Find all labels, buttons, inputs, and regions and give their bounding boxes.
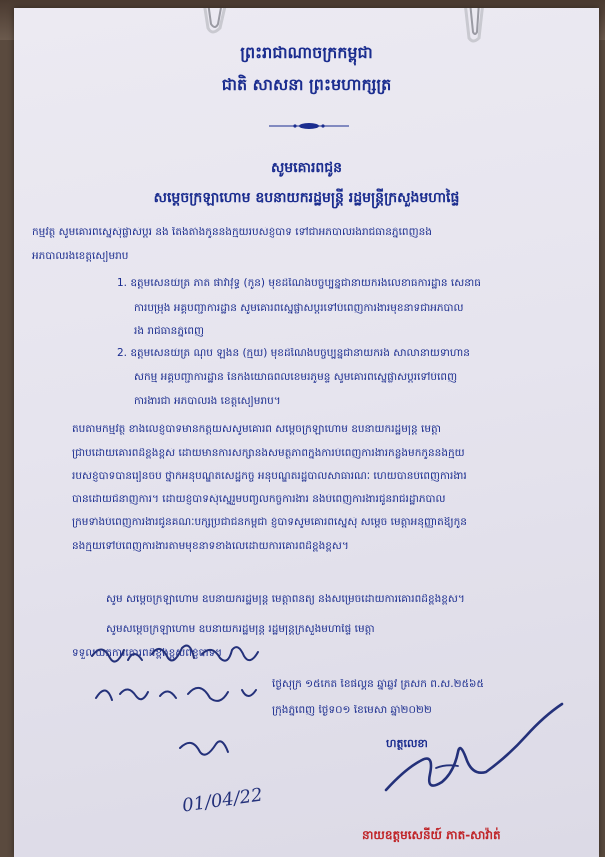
signature-scribble-icon: [376, 698, 576, 808]
list-item: សកម្ម អគ្គបញ្ជាការដ្ឋាន នៃកងយោធពលខេមរភូមិន្ទ សូមគោរពស្នើផ្លាស់ប្ដូរទៅបំពេញ: [134, 372, 458, 383]
header-kingdom: ព្រះរាជាណាចក្រកម្ពុជា: [240, 43, 373, 62]
request-line: សូម សម្ដេចក្រឡាហោម ឧបនាយករដ្ឋមន្ត្រី មេត្តាពិនិត្យ និងសម្រេចដោយការគោរពដ៏ខ្ពង់ខ្ពស់។: [106, 594, 465, 605]
list-item: ការងារជា អភិបាលរង ខេត្តសៀមរាប។: [134, 396, 281, 407]
solar-date: ក្រុងភ្នំពេញ ថ្ងៃទី០១ ខែមេសា ឆ្នាំ២០២២: [272, 705, 432, 716]
subject-line: កម្មវត្ថុ សូមគោរពស្នើសុំផ្លាស់ប្ដូរ និង តែងតាំងកូននិងក្មួយរបស់ខ្ញុំបាទ ទៅជាអភិបាលរងរាជធានីភ្នំពេញនិង: [32, 227, 432, 238]
list-item: រង រាជធានីភ្នំពេញ: [134, 326, 204, 337]
paragraph-line: ជ្រាបដោយគោរពដ៏ខ្ពង់ខ្ពស់ ដោយមានការសិក្សានិងសមត្ថភាពក្នុងការបំពេញការងារកន្លងមកកូននិងក្មួយ: [72, 448, 465, 459]
paragraph-line: និងក្មួយទៅបំពេញការងារតាមមុខនាទីខាងលើដោយការគោរពដ៏ខ្ពង់ខ្ពស់។: [72, 541, 349, 552]
paper-clip-icon: [198, 8, 238, 38]
handwritten-date: 01/04/22: [180, 784, 264, 817]
paragraph-line: ក្រមទាំងបំពេញការងារជូនគណៈបក្សប្រជាជនកម្ពុជា ខ្ញុំបាទសូមគោរពស្នើសុំ សម្ដេច មេត្តាអនុញ្ញាតឱ្យកូន: [72, 517, 467, 528]
document-page: [14, 8, 599, 857]
paragraph-line: បានដោយជំនាញការ។ ដោយខ្ញុំបាទសុំស្នើរួមបញ្ចូលកិច្ចការងារ និងបំពេញការងារជូនរាជរដ្ឋាភិបាល: [72, 494, 446, 505]
addressee-heading: សូមគោរពជូន: [270, 160, 343, 176]
signature-title: ហត្ថលេខា: [386, 737, 428, 750]
closing-line: សូមសម្ដេចក្រឡាហោម ឧបនាយករដ្ឋមន្ត្រី រដ្ឋមន្ត្រីក្រសួងមហាផ្ទៃ មេត្តា: [106, 624, 375, 635]
lunar-date: ថ្ងៃសុក្រ ១៥កើត ខែផល្គុន ឆ្នាំឆ្លូវ ត្រីស័ក ព.ស.២៥៦៥: [272, 679, 484, 690]
header-motto: ជាតិ សាសនា ព្រះមហាក្សត្រ: [221, 75, 392, 94]
list-item: ការបម្រុង អគ្គបញ្ជាការដ្ឋាន សូមគោរពស្នើផ្លាស់ប្ដូរទៅបំពេញការងារមុខនាទីជាអភិបាល: [134, 303, 464, 314]
closing-line: ទទួលយកការគោរពដ៏ខ្ពង់ខ្ពស់ពីខ្ញុំបាទ។: [72, 648, 223, 659]
addressee-name: សម្ដេចក្រឡាហោម ឧបនាយករដ្ឋមន្ត្រី រដ្ឋមន្ត្រីក្រសួងមហាផ្ទៃ: [153, 190, 460, 206]
subject-line: អភិបាលរងខេត្តសៀមរាប: [32, 251, 129, 262]
paper-clip-icon: [461, 8, 491, 46]
list-item: 1. ឧត្ដមសេនីយ៍ត្រី ភាត់ ផាវ៉ាវុទ្ធ (កូន) មុខដំណែងបច្ចុប្បន្នជានាយករងលេខាធិការដ្ឋាន សេនាធិ: [117, 278, 481, 289]
list-item: 2. ឧត្ដមសេនីយ៍ត្រី ណុប ឡុងនី (ក្មួយ) មុខដំណែងបច្ចុប្បន្នជានាយករង សាលានាយទាហាន: [117, 348, 470, 359]
paragraph-line: តបតាមកម្មវត្ថុ ខាងលើខ្ញុំបាទមានកិត្តិយសសូមគោរព សម្ដេចក្រឡាហោម ឧបនាយករដ្ឋមន្ត្រី មេត្តា: [72, 424, 442, 435]
signer-name: នាយឧត្ដមសេនីយ៍ ភាត-សាវ៉ាត់: [362, 828, 501, 842]
ornament-divider-icon: [269, 120, 349, 132]
paragraph-line: របស់ខ្ញុំបាទបានរៀនចប់ ថ្នាក់អនុបណ្ឌិតសេដ្ឋកិច្ច អនុបណ្ឌិតរដ្ឋបាលសាធារណៈ ហើយបានបំពេញការងារ: [72, 471, 467, 482]
